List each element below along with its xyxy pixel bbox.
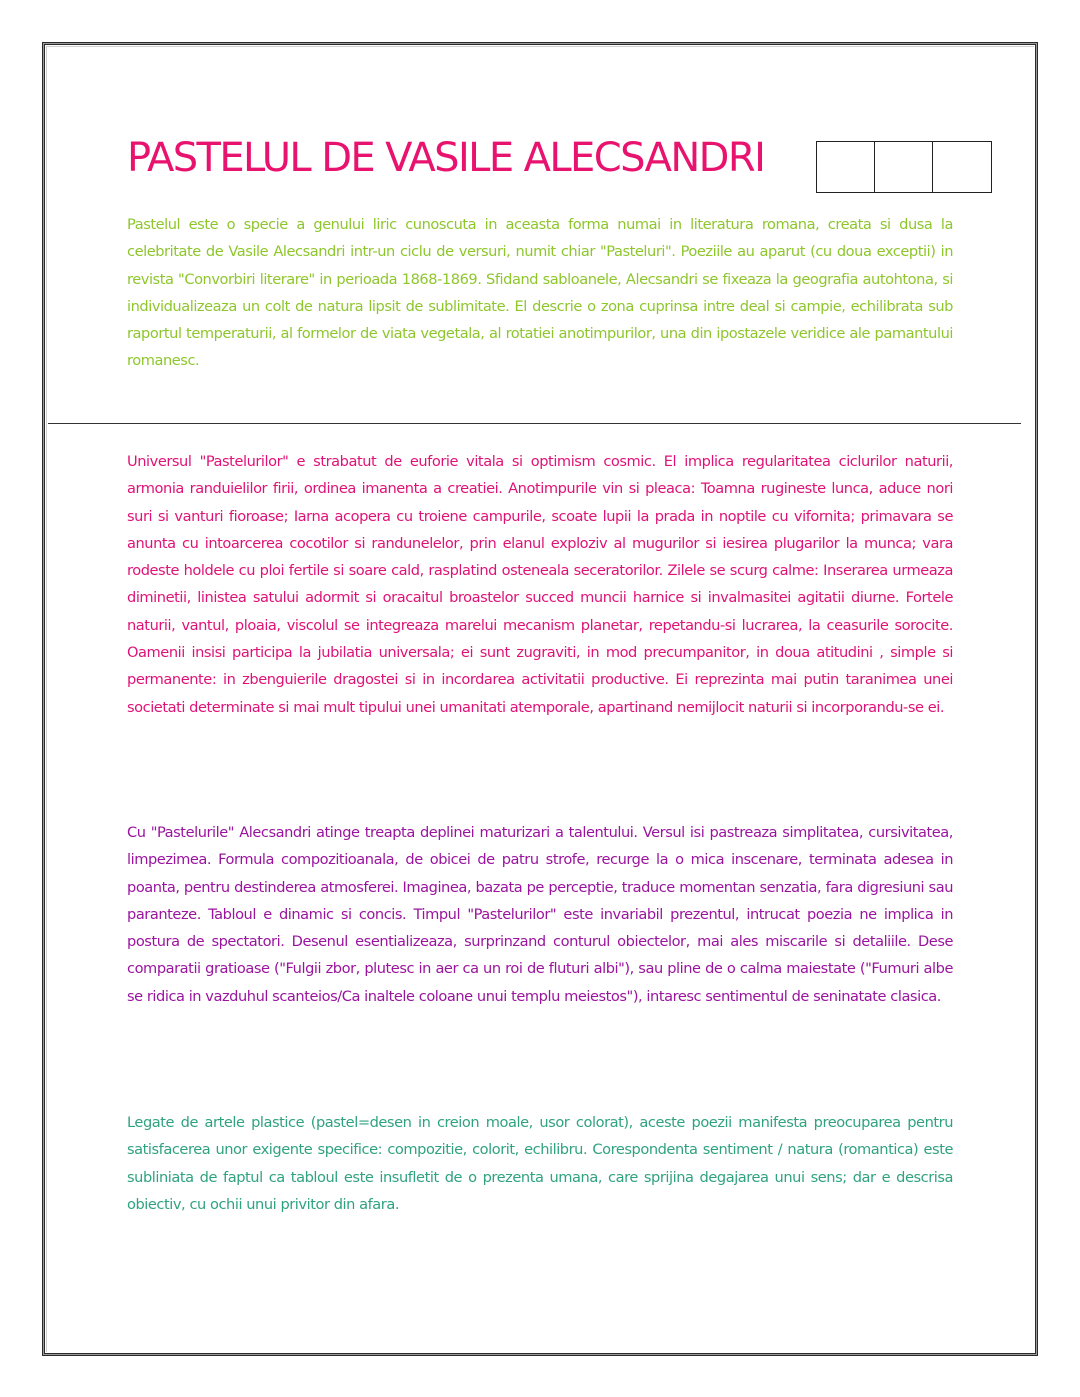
grade-cell-1 bbox=[817, 142, 875, 192]
paragraph-universe: Universul "Pastelurilor" e strabatut de euforie vitala si optimism cosmic. El implica regularitatea ciclurilor naturii, armonia randuielilor firii, ordinea imanenta a creatiei. Anotimpurile vin si pleaca: Toamna rugineste lunca, aduce nori suri si vanturi fioroase; Iarna acopera cu troiene campurile, scoate lupii la prada in noptile cu vifornita; primavara se anunta cu intoarcerea cocotilor si randunelelor, prin elanul exploziv al mugurilor si iesirea plugarilor la munca; vara rodeste holdele cu ploi fertile si soare cald, rasplatind osteneala seceratorilor. Zilele se scurg calme: Inserarea urmeaza diminetii, linistea satului adormit si oracaitul broastelor succed muncii harnice si invalmasitei agitatii diurne. Fortele naturii, vantul, ploaia, viscolul se integreaza marelui mecanism planetar, repetandu-si lucrarea, la ceasurile sorocite. Oamenii insisi participa la jubilatia universala; ei sunt zugraviti, in mod precumpanitor, in doua atitudini , simple si permanente: in zbenguierile dragostei si in incordarea activitatii productive. Ei reprezinta mai putin taranimea unei societati determinate si mai mult tipului unei umanitati atemporale, apartinand nemijlocit naturii si incorporandu-se ei. bbox=[127, 453, 953, 716]
grade-cell-3 bbox=[933, 142, 991, 192]
paragraph-style: Cu "Pastelurile" Alecsandri atinge treapta deplinei maturizari a talentului. Versul isi pastreaza simplitatea, cursivitatea, limpezimea. Formula compozitioanala, de obicei de patru strofe, recurge la o mica inscenare, terminata adesea in poanta, pentru destinderea atmosferei. Imaginea, bazata pe perceptie, traduce momentan senzatia, fara digresiuni sau paranteze. Tabloul e dinamic si concis. Timpul "Pastelurilor" este invariabil prezentul, intrucat poezia ne implica in postura de spectatori. Desenul esentializeaza, surprinzand conturul obiectelor, mai ales miscarile si detaliile. Dese comparatii gratioase ("Fulgii zbor, plutesc in aer ca un roi de fluturi albi"), sau pline de o calma maiestate ("Fumuri albe se ridica in vazduhul scanteios/Ca inaltele coloane unui templu meiestos"), intaresc sentimentul de seninatate clasica. bbox=[127, 824, 953, 1005]
grade-cell-2 bbox=[875, 142, 933, 192]
paragraph-plastic-arts: Legate de artele plastice (pastel=desen in creion moale, usor colorat), aceste poezii manifesta preocuparea pentru satisfacerea unor exigente specifice: compozitie, colorit, echilibru. Corespondenta sentiment / natura (romantica) este subliniata de faptul ca tabloul este insufletit de o prezenta umana, care sprijina degajarea unui sens; dar e descrisa obiectiv, cu ochii unui privitor din afara. bbox=[127, 1114, 953, 1213]
section-divider bbox=[48, 423, 1021, 424]
page-title: PASTELUL DE VASILE ALECSANDRI bbox=[127, 135, 765, 181]
grade-box bbox=[816, 141, 992, 193]
paragraph-intro: Pastelul este o specie a genului liric cunoscuta in aceasta forma numai in literatura romana, creata si dusa la celebritate de Vasile Alecsandri intr-un ciclu de versuri, numit chiar "Pasteluri". Poeziile au aparut (cu doua exceptii) in revista "Convorbiri literare" in perioada 1868-1869. Sfidand sabloanele, Alecsandri se fixeaza la geografia autohtona, si individualizeaza un colt de natura lipsit de sublimitate. El descrie o zona cuprinsa intre deal si campie, echilibrata sub raportul temperaturii, al formelor de viata vegetala, al rotatiei anotimpurilor, una din ipostazele veridice ale pamantului romanesc. bbox=[127, 216, 953, 370]
